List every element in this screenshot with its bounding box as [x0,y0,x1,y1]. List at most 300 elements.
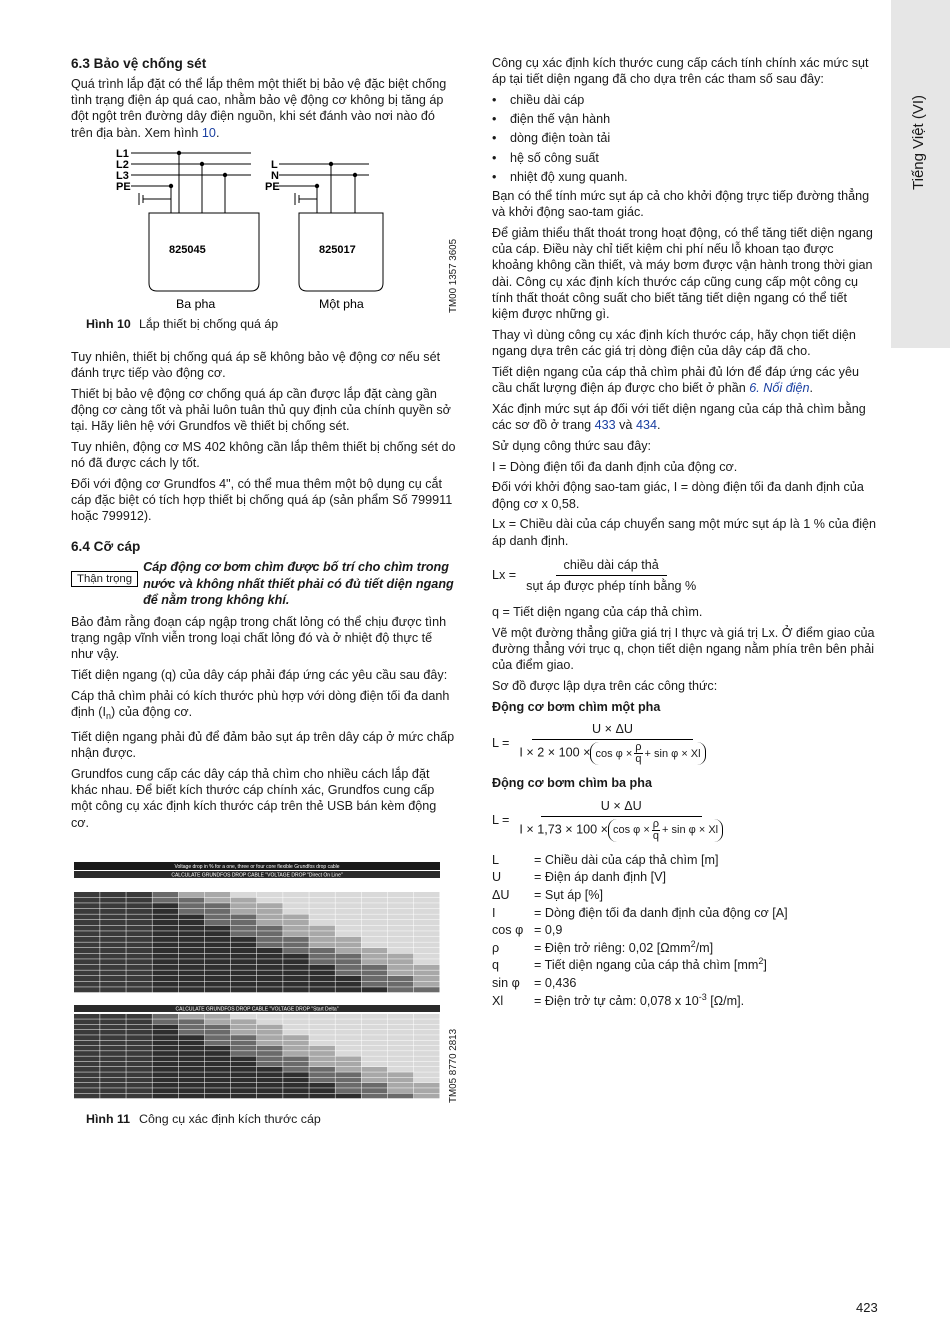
table-cell [74,903,100,908]
box-label-three-phase: 825045 [169,244,206,257]
table-cell [205,1062,231,1067]
table-cell [126,1056,152,1061]
table-cell [126,892,152,897]
table-cell [257,987,283,992]
table-cell [257,892,283,897]
table-cell [152,903,178,908]
table-cell [309,987,335,992]
table-cell [205,920,231,925]
paragraph: Vẽ một đường thẳng giữa giá trị I thực và giá trị Lx. Ở điểm giao của đường thẳng với trục q, chọn tiết diện ngang nằm phía trên bên phải của điểm giao. [492,626,875,673]
table-cell [231,892,257,897]
table-cell [309,1041,335,1046]
table-cell [414,1062,440,1067]
table-cell [126,1030,152,1035]
table-cell [414,942,440,947]
table-cell [126,976,152,981]
table-cell [414,1046,440,1051]
table-cell [100,892,126,897]
table-cell [126,987,152,992]
table-cell [283,926,309,931]
table-cell [231,1014,257,1019]
table-cell [388,937,414,942]
label-l: L [271,159,278,172]
table-cell [388,1019,414,1024]
table-cell [309,937,335,942]
table-cell [179,1072,205,1077]
table-cell [414,1030,440,1035]
table-cell [231,1041,257,1046]
table-cell [152,931,178,936]
table-cell [205,1083,231,1088]
table-cell [126,970,152,975]
table-cell [309,959,335,964]
table-cell [100,1035,126,1040]
table-cell [231,976,257,981]
table-cell [257,1072,283,1077]
table-cell [205,970,231,975]
table-cell [362,909,388,914]
table-cell [283,1056,309,1061]
table-cell [335,959,361,964]
table-cell [283,942,309,947]
table-cell [126,1072,152,1077]
table-cell [257,931,283,936]
table-cell [205,926,231,931]
block2-grid [74,1014,440,1098]
table-cell [388,942,414,947]
table-cell [205,942,231,947]
block2-title: CALCULATE GRUNDFOS DROP CABLE "VOLTAGE DROP "Start Delta" [175,1006,339,1013]
table-cell [152,1041,178,1046]
table-cell [205,1041,231,1046]
table-cell [362,1030,388,1035]
table-cell [414,892,440,897]
label-three-phase: Ba pha [176,297,216,312]
table-cell [335,926,361,931]
table-cell [205,1067,231,1072]
table-cell [152,1014,178,1019]
table-cell [388,1056,414,1061]
three-phase-formula: L = U × ΔU I × 1,73 × 100 × cos φ × $\frac{\rho}{q}$ + sin φ × Xl [492,798,877,842]
table-cell [100,1083,126,1088]
table-cell [362,1078,388,1083]
table-cell [335,982,361,987]
table-cell [388,954,414,959]
table-cell [205,1094,231,1099]
table-cell [362,959,388,964]
table-cell [126,965,152,970]
single-phase-formula: L = U × ΔU I × 2 × 100 × cos φ × $\frac{\rho}{q}$ + sin φ × Xl [492,721,877,765]
table-cell [414,1035,440,1040]
table-cell [100,987,126,992]
table-cell [335,892,361,897]
table-cell [74,1078,100,1083]
table-cell [335,1088,361,1093]
block1-title: CALCULATE GRUNDFOS DROP CABLE "VOLTAGE DROP "Direct On Line" [171,872,343,879]
table-cell [74,970,100,975]
table-cell [179,926,205,931]
table-cell [309,1083,335,1088]
table-cell [205,954,231,959]
table-cell [179,1019,205,1024]
table-cell [231,937,257,942]
table-cell [152,976,178,981]
table-cell [362,892,388,897]
table-cell [179,954,205,959]
left-column [71,0,459,835]
table-cell [283,965,309,970]
table-cell [309,909,335,914]
paragraph: Quá trình lắp đặt có thể lắp thêm một thiết bị bảo vệ đặc biệt chống tình trạng điện áp quá cao, nhằm bảo vệ động cơ không bị tăng áp đột ngột trên đường dây điện nguồn, khi sét đánh vào nơi nào đó trên địa bàn. Xem hình 10. [71,77,447,140]
label-single-phase: Một pha [319,297,364,312]
table-cell [74,898,100,903]
table-cell [283,1014,309,1019]
table-cell [388,1030,414,1035]
table-cell [414,1025,440,1030]
table-cell [362,965,388,970]
table-cell [231,931,257,936]
table-cell [414,948,440,953]
table-cell [362,926,388,931]
table-cell [335,909,361,914]
table-cell [283,1019,309,1024]
table-cell [388,959,414,964]
table-cell [231,959,257,964]
table-cell [257,1014,283,1019]
table-cell [74,959,100,964]
table-cell [309,942,335,947]
table-cell [335,942,361,947]
table-cell [152,965,178,970]
table-cell [283,1072,309,1077]
table-cell [100,1072,126,1077]
list-item: • chiều dài cáp [492,92,877,108]
table-cell [362,1025,388,1030]
table-cell [100,926,126,931]
table-cell [309,1088,335,1093]
table-cell [179,1062,205,1067]
table-cell [152,1030,178,1035]
table-cell [414,954,440,959]
table-cell [152,1051,178,1056]
label-pe-left: PE [116,181,131,194]
table-cell [205,976,231,981]
table-cell [309,1014,335,1019]
table-cell [179,987,205,992]
table-cell [335,954,361,959]
table-cell [257,965,283,970]
parameter-list [492,92,877,185]
table-cell [126,959,152,964]
table-cell [152,898,178,903]
table-cell [283,892,309,897]
table-cell [388,1062,414,1067]
table-cell [414,1067,440,1072]
table-cell [283,1041,309,1046]
table-cell [231,1088,257,1093]
table-cell [179,937,205,942]
table-cell [74,892,100,897]
table-cell [126,1062,152,1067]
table-cell [335,987,361,992]
table-cell [126,914,152,919]
table-cell [152,987,178,992]
table-cell [309,931,335,936]
table-cell [362,1014,388,1019]
table-cell [205,987,231,992]
table-cell [231,1083,257,1088]
paragraph: Sơ đồ được lập dựa trên các công thức: [492,679,718,694]
table-cell [152,937,178,942]
table-cell [283,1035,309,1040]
table-cell [74,909,100,914]
table-cell [283,914,309,919]
table-cell [257,1030,283,1035]
figure-10-link[interactable]: 10 [201,125,216,140]
table-cell [283,948,309,953]
table-cell [335,1046,361,1051]
table-cell [179,920,205,925]
table-cell [335,1051,361,1056]
paragraph: Lx = Chiều dài của cáp chuyển sang một mức sụt áp là 1 % của điện áp danh định. [492,517,877,548]
table-cell [388,926,414,931]
table-cell [74,1014,100,1019]
box-label-single-phase: 825017 [319,244,356,257]
table-cell [335,931,361,936]
table-cell [414,965,440,970]
cable-sizing-tool-image [74,862,440,1099]
table-cell [414,1088,440,1093]
table-cell [126,1051,152,1056]
table-cell [335,1067,361,1072]
table-cell [179,1088,205,1093]
table-cell [414,898,440,903]
table-cell [362,1067,388,1072]
table-cell [257,1094,283,1099]
table-cell [257,976,283,981]
three-phase-heading: Động cơ bơm chìm ba pha [492,776,652,791]
table-cell [388,892,414,897]
table-cell [388,1088,414,1093]
table-cell [74,954,100,959]
table-cell [362,1046,388,1051]
table-cell [231,1030,257,1035]
table-cell [179,898,205,903]
table-cell [309,954,335,959]
table-cell [414,1014,440,1019]
table-cell [100,970,126,975]
table-cell [231,909,257,914]
table-cell [152,920,178,925]
table-cell [283,1025,309,1030]
table-cell [309,948,335,953]
table-cell [152,970,178,975]
table-cell [126,954,152,959]
table-cell [126,1046,152,1051]
table-cell [335,914,361,919]
table-cell [335,965,361,970]
table-cell [388,976,414,981]
table-cell [74,1088,100,1093]
table-cell [283,1088,309,1093]
table-cell [309,926,335,931]
table-cell [388,1046,414,1051]
table-cell [179,942,205,947]
table-cell [74,1062,100,1067]
figure-10-caption: Hình 10 Lắp thiết bị chống quá áp [86,317,279,332]
table-cell [335,1014,361,1019]
table-cell [257,1019,283,1024]
table-cell [231,942,257,947]
table-cell [362,982,388,987]
table-cell [100,942,126,947]
table-cell [100,1025,126,1030]
table-cell [205,1025,231,1030]
table-cell [414,1056,440,1061]
table-cell [362,1056,388,1061]
table-cell [74,1056,100,1061]
page-433-link[interactable]: 433 [594,418,616,433]
table-cell [257,959,283,964]
table-cell [100,954,126,959]
table-cell [257,1088,283,1093]
paragraph: Grundfos cung cấp các dây cáp thả chìm cho nhiều cách lắp đặt khác nhau. Để biết kích thước cáp chính xác, Grundfos cung cấp một công cụ xác định kích thước cáp trên thẻ USB bán kèm động cơ. [71,767,437,830]
table-cell [74,1030,100,1035]
table-cell [362,1035,388,1040]
table-cell [205,914,231,919]
block1-grid [74,892,440,992]
table-cell [179,965,205,970]
table-cell [283,909,309,914]
table-cell [74,920,100,925]
table-cell [179,1014,205,1019]
table-cell [179,1083,205,1088]
table-cell [126,1094,152,1099]
table-cell [205,909,231,914]
table-cell [283,959,309,964]
table-cell [414,914,440,919]
table-cell [362,1094,388,1099]
table-cell [257,1083,283,1088]
table-cell [362,987,388,992]
table-cell [362,898,388,903]
table-cell [74,1046,100,1051]
table-cell [100,914,126,919]
table-cell [100,948,126,953]
figure-11-tm-code: TM05 8770 2813 [448,1028,459,1103]
table-cell [362,1083,388,1088]
table-cell [100,909,126,914]
table-cell [179,1025,205,1030]
table-cell [231,948,257,953]
right-column [492,0,877,1009]
table-cell [335,1078,361,1083]
table-cell [414,976,440,981]
caution-badge: Thận trọng [71,571,138,587]
table-cell [205,982,231,987]
table-cell [335,1019,361,1024]
table-cell [179,1078,205,1083]
label-l1: L1 [116,148,129,161]
table-cell [179,1094,205,1099]
table-cell [126,1035,152,1040]
table-cell [231,926,257,931]
table-cell [100,931,126,936]
table-cell [126,942,152,947]
page-434-link[interactable]: 434 [635,418,657,433]
table-cell [126,903,152,908]
table-cell [126,948,152,953]
table-cell [179,948,205,953]
table-cell [126,1067,152,1072]
table-cell [283,1067,309,1072]
table-cell [126,1025,152,1030]
table-cell [126,898,152,903]
table-cell [335,1025,361,1030]
section-6-4-heading: 6.4 Cỡ cáp [71,539,141,555]
paragraph: Tuy nhiên, động cơ MS 402 không cần lắp thêm thiết bị chống sét do nó đã được cách ly tốt. [71,439,456,471]
table-cell [283,1078,309,1083]
table-cell [309,892,335,897]
table-cell [126,982,152,987]
table-cell [205,898,231,903]
single-phase-heading: Động cơ bơm chìm một pha [492,700,661,715]
table-cell [100,1067,126,1072]
paragraph: Tiết diện ngang (q) của dây cáp phải đáp ứng các yêu cầu sau đây: [71,668,448,683]
table-cell [126,931,152,936]
table-cell [152,1072,178,1077]
table-cell [257,926,283,931]
table-cell [231,914,257,919]
table-cell [231,1062,257,1067]
table-cell [362,1088,388,1093]
table-cell [100,1078,126,1083]
table-cell [231,1056,257,1061]
table-cell [283,903,309,908]
table-cell [74,976,100,981]
paragraph: Thiết bị bảo vệ động cơ chống quá áp cần được lắp đặt càng gần động cơ càng tốt và phải luôn tuân thủ quy định của chính quyền sở tại. Hãy liên hệ với Grundfos về thiết bị chống sét. [71,386,451,434]
table-cell [335,1062,361,1067]
table-cell [100,1046,126,1051]
table-cell [414,970,440,975]
table-cell [231,965,257,970]
table-cell [152,1078,178,1083]
section-6-link[interactable]: 6. Nối điện [749,381,810,396]
table-cell [231,954,257,959]
table-cell [100,982,126,987]
table-cell [414,1041,440,1046]
table-cell [179,959,205,964]
table-cell [179,982,205,987]
table-cell [205,1030,231,1035]
table-cell [205,948,231,953]
table-cell [126,1041,152,1046]
table-cell [414,982,440,987]
table-cell [179,931,205,936]
table-cell [362,1072,388,1077]
paragraph: Đối với động cơ Grundfos 4", có thể mua thêm một bộ dụng cụ cắt cáp đặc biệt có tích hợp thiết bị chống quá áp (sản phẩm Số 799911 hoặc 799912). [71,476,453,524]
table-cell [152,1046,178,1051]
table-cell [74,914,100,919]
table-cell [309,1030,335,1035]
table-cell [152,948,178,953]
table-cell [152,1088,178,1093]
table-cell [257,1078,283,1083]
table-cell [74,1051,100,1056]
table-cell [309,914,335,919]
table-cell [388,1078,414,1083]
table-cell [362,1041,388,1046]
